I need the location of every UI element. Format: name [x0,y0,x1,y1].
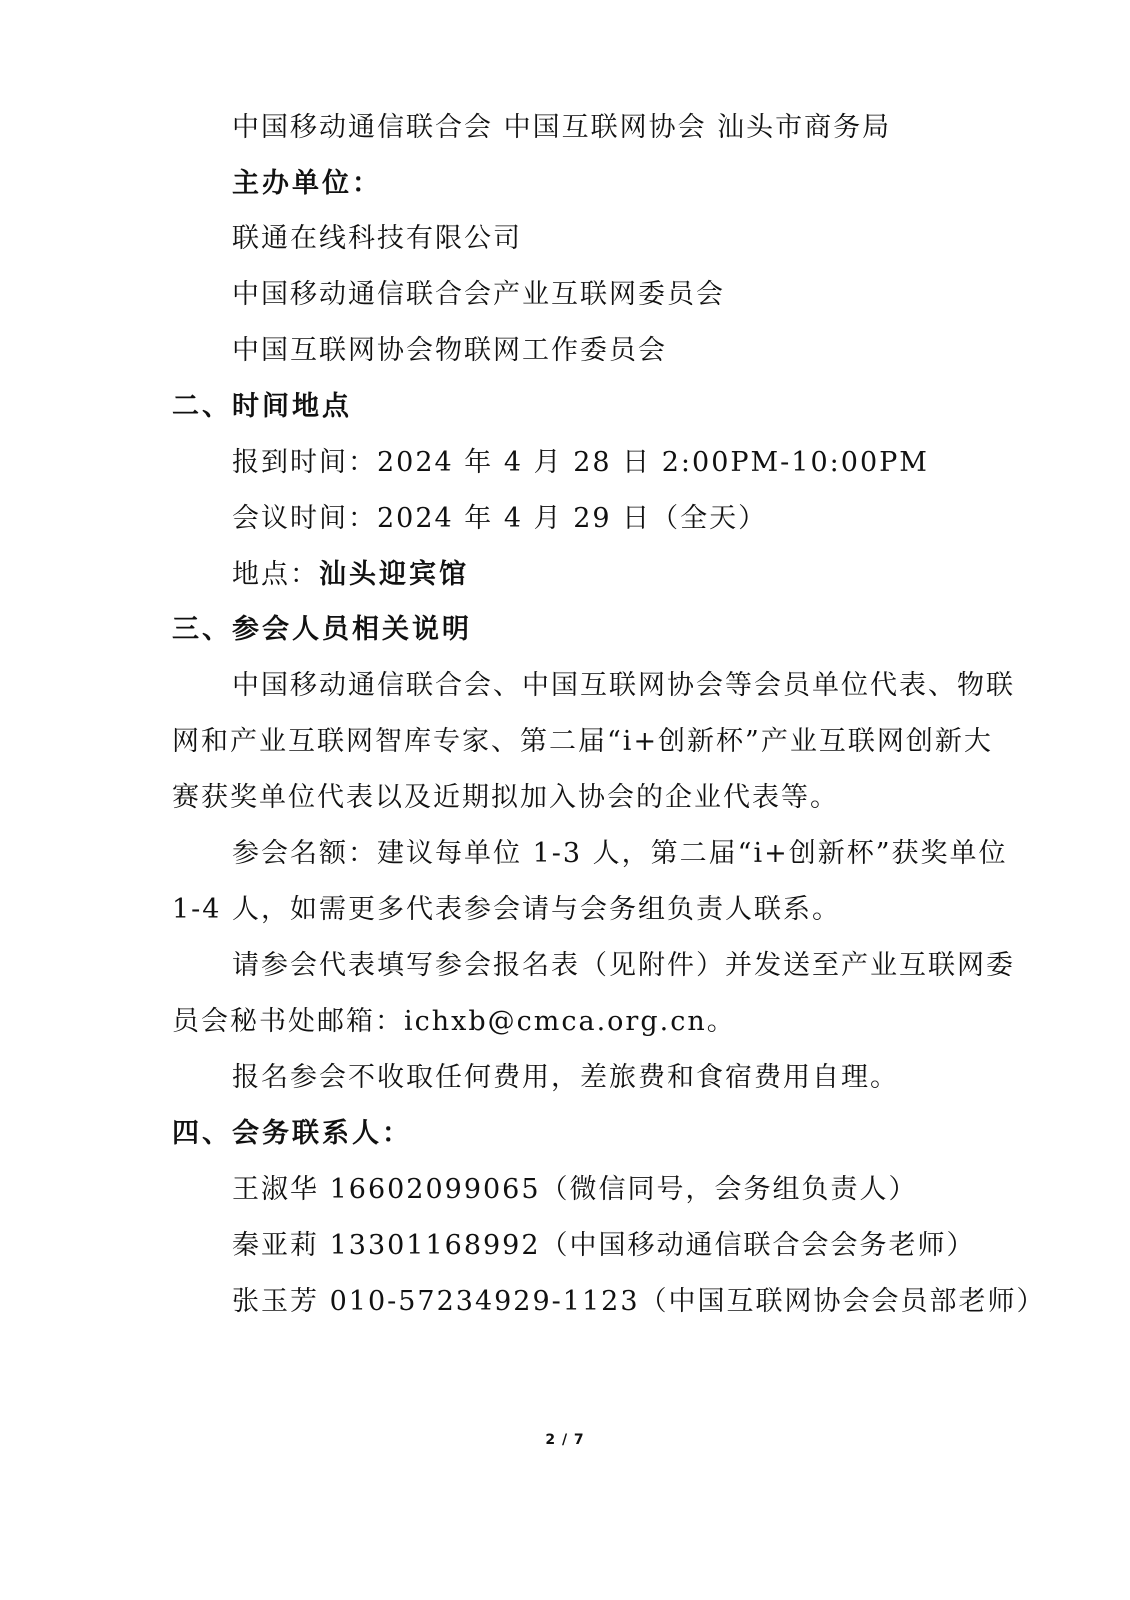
paragraph-line: 员会秘书处邮箱：ichxb@cmca.org.cn。 [172,1006,736,1037]
venue-label: 地点： [232,559,319,590]
paragraph-line: 网和产业互联网智库专家、第二届“i+创新杯”产业互联网创新大 [172,726,993,757]
venue-line [232,558,469,592]
paragraph-line: 1-4 人，如需更多代表参会请与会务组负责人联系。 [172,894,842,925]
host-item: 联通在线科技有限公司 [232,223,522,254]
host-item: 中国移动通信联合会产业互联网委员会 [232,279,725,310]
venue-name: 汕头迎宾馆 [319,559,469,590]
host-item: 中国互联网协会物联网工作委员会 [232,335,667,366]
host-heading: 主办单位： [232,168,382,199]
checkin-time: 报到时间：2024 年 4 月 28 日 2:00PM-10:00PM [232,447,929,478]
page-number: 2 / 7 [545,1432,585,1448]
contact-item: 王淑华 16602099065（微信同号，会务组负责人） [232,1174,918,1205]
section-heading: 三、参会人员相关说明 [172,614,472,645]
contact-item: 张玉芳 010-57234929-1123（中国互联网协会会员部老师） [232,1286,1046,1317]
paragraph-line: 中国移动通信联合会、中国互联网协会等会员单位代表、物联 [232,670,1015,701]
paragraph-line: 请参会代表填写参会报名表（见附件）并发送至产业互联网委 [232,950,1015,981]
paragraph-line: 参会名额：建议每单位 1-3 人，第二届“i+创新杯”获奖单位 [232,838,1008,869]
organizers-line: 中国移动通信联合会 中国互联网协会 汕头市商务局 [232,112,892,143]
contact-item: 秦亚莉 13301168992（中国移动通信联合会会务老师） [232,1230,976,1261]
paragraph-line: 报名参会不收取任何费用，差旅费和食宿费用自理。 [232,1062,899,1093]
paragraph-line: 赛获奖单位代表以及近期拟加入协会的企业代表等。 [172,782,839,813]
section-heading: 二、时间地点 [172,391,352,422]
section-heading: 四、会务联系人： [172,1118,412,1149]
meeting-time: 会议时间：2024 年 4 月 29 日（全天） [232,503,768,534]
